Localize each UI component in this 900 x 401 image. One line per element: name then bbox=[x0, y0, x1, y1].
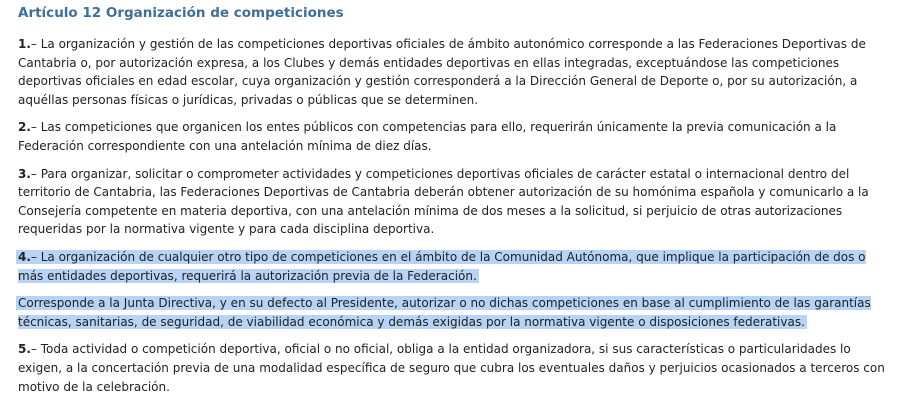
paragraph-text: – Las competiciones que organicen los entes públicos con competencias para ello, requerirán únicamente la previa comunicación a la Federación correspondiente con una antelación mínima de diez días. bbox=[18, 120, 837, 153]
article-heading: Artículo 12 Organización de competiciones bbox=[18, 5, 344, 21]
selected-text-highlight[interactable] bbox=[16, 250, 866, 283]
paragraph-text: – Toda actividad o competición deportiva, oficial o no oficial, obliga a la entidad organizadora, si sus características o particularidades lo exigen, a la concertación previa de una modalidad específica de seguro que cubra los eventuales daños y perjuicios ocasionados a terceros con motivo de la celebración. bbox=[18, 342, 885, 394]
paragraph-text: – Para organizar, solicitar o comprometer actividades y competiciones deportivas oficiales de carácter estatal o internacional dentro del territorio de Cantabria, las Federaciones Deportivas de Cantabria deberán obtener autorización de su homónima española y comunicarlo a la Consejería competente en materia deportiva, con una antelación mínima de dos meses a la solicitud, si perjuicio de otras autorizaciones requeridas por la normativa vigente y para cada disciplina deportiva. bbox=[18, 166, 869, 237]
paragraph-5 bbox=[18, 340, 886, 396]
paragraph-number: 3. bbox=[18, 166, 31, 181]
paragraph-text: – La organización y gestión de las competiciones deportivas oficiales de ámbito autonómico corresponde a las Federaciones Deportivas de Cantabria o, por autorización expresa, a los Clubes y demás entidades deportivas en ellas integradas, exceptuándose las competiciones deportivas oficiales en edad escolar, cuya organización y gestión corresponderá a la Dirección General de Deporte o, por su autorización, a aquéllas personas físicas o jurídicas, privadas o públicas que se determinen. bbox=[18, 37, 866, 107]
paragraph-number: 5. bbox=[18, 342, 31, 357]
paragraph-text: – La organización de cualquier otro tipo de competiciones en el ámbito de la Comunidad Autónoma, que implique la participación de dos o más entidades deportivas, requerirá la autorización previa de la Federación. bbox=[18, 249, 866, 283]
paragraph-3 bbox=[18, 165, 886, 239]
selected-text-highlight[interactable]: Corresponde a la Junta Directiva, y en su defecto al Presidente, autorizar o no dichas competiciones en base al cumplimiento de las garantías técnicas, sanitarias, de seguridad, de viabilidad económica y demás exigidas por la normativa vigente o disposiciones federativas. bbox=[18, 296, 871, 329]
paragraph-number: 4. bbox=[18, 249, 31, 264]
paragraph-1 bbox=[18, 35, 886, 109]
paragraph-number: 1. bbox=[18, 37, 31, 51]
paragraph-2 bbox=[18, 118, 886, 155]
paragraph-4-selected[interactable] bbox=[18, 248, 886, 285]
paragraph-4-continuation-selected[interactable] bbox=[18, 294, 886, 331]
paragraph-number: 2. bbox=[18, 120, 31, 135]
